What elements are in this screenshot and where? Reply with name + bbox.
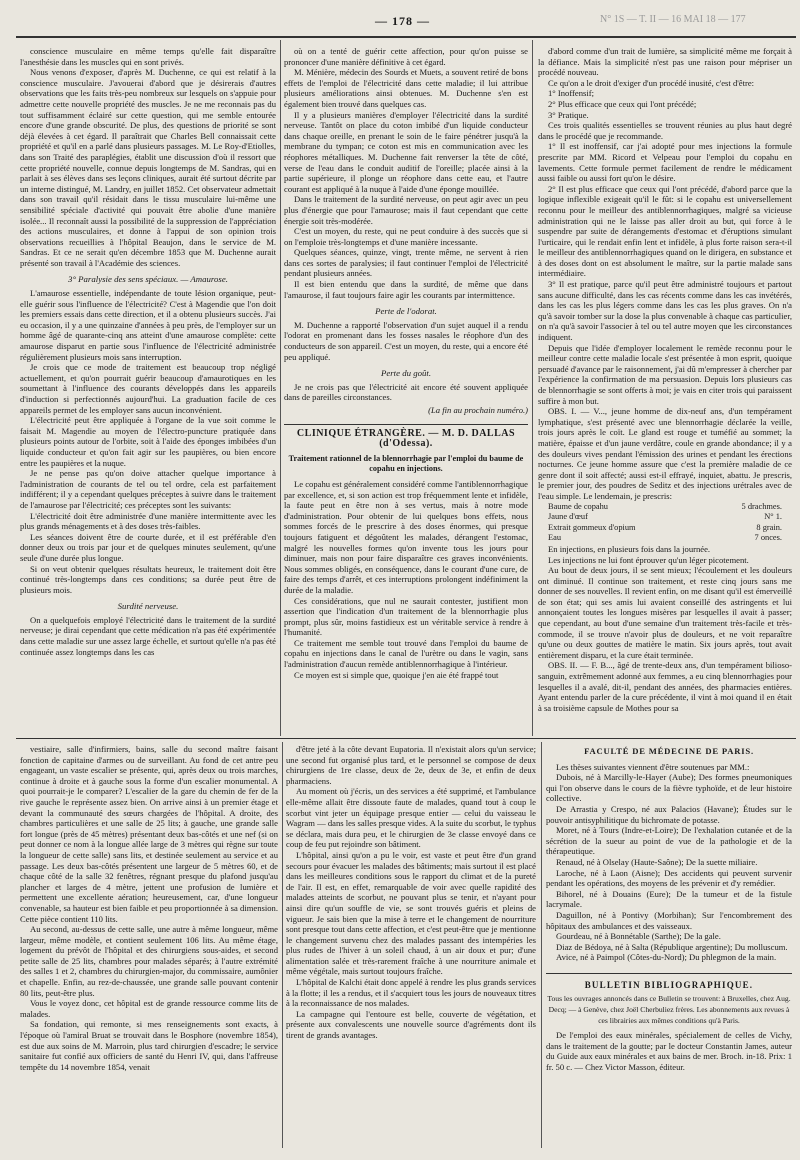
list-item: 3° Pratique. bbox=[548, 109, 589, 120]
bulletin-note: Tous les ouvrages annoncés dans ce Bulletin se trouvent: à Bruxelles, chez Aug. Decq; — à Genève, chez Joël Cherbuliez frères. Les abonnements aux revues à ces librairies aux mêmes conditions qu'à Paris. bbox=[547, 994, 791, 1025]
paragraph: Je crois que ce mode de traitement est beaucoup trop négligé actuellement, et qu'on pourrait guérir beaucoup d'amaurotiques en les soumettant à l'influence des courants développés dans les appareils d'induction si perfectionnés aujourd'hui. La graduation facile de ces appareils permet de les employer sans aucun inconvénient. bbox=[20, 362, 276, 415]
paragraph: d'abord comme d'un trait de lumière, sa simplicité même me forçait à la défiance. Mais la simplicité n'est pas une raison pour mépriser un procédé nouveau. bbox=[538, 46, 792, 78]
column-rule bbox=[282, 742, 283, 1148]
paragraph: Depuis que l'idée d'employer localement le remède reconnu pour le meilleur contre cette maladie locale s'est présentée à mon esprit, quoique persuadé d'avance par le raisonnement, j'ai dû m'empresser à chercher par l'expérience la confirmation de ma persuasion. Depuis lors plusieurs cas de blennorrhagie se sont offerts à moi; je vais en citer trois qui paraissent suffire à mon but. bbox=[538, 342, 792, 406]
paragraph: En injections, en plusieurs fois dans la journée. bbox=[548, 543, 711, 554]
clinic-subtitle: Traitement rationnel de la blennorrhagie par l'emploi du baume de copahu en injections. bbox=[288, 453, 524, 474]
paragraph: d'être jeté à la côte devant Eupatoria. Il n'existait alors qu'un service; une second fut organisé plus tard, et le personnel se compose de deux chirurgiens de 1re classe, deux de 2e, deux de 3e, et enfin de deux pharmaciens. bbox=[286, 744, 536, 786]
clinic-title: CLINIQUE ÉTRANGÈRE. — M. D. DALLAS (d'Odessa). bbox=[284, 424, 528, 450]
list-item: 1° Inoffensif; bbox=[548, 88, 594, 99]
paragraph: OBS. I. — V..., jeune homme de dix-neuf ans, d'un tempérament lymphatique, s'est présenté avec une blennorrhagie déclarée la veille, trois jours après le coït. Le gland est rouge et tuméfié au sommet; la matière, épaisse et d'un jaune verdâtre, coule en grande abondance; il y a des douleurs vives pendant l'émission des urines et pendant les érections nocturnes. Ce jeune homme assure que c'est la première maladie de ce genre dont il soit affecté; aussi est-il effrayé, inquiet, abattu. Je prescris, le premier jour, des poudres de Seditz et des injections urétrales avec de l'eau simple. Le lendemain, je prescris: bbox=[538, 406, 792, 501]
paragraph: Il y a plusieurs manières d'employer l'électricité dans la surdité nerveuse. Tantôt on place du coton imbibé d'un liquide conducteur dans chaque oreille, en prenant le soin de le faire pénétrer jusqu'à la membrane du tympan; ce coton est mis en communication avec les réophores métalliques. M. Duchenne fait renverser la tête de côté, verse de l'eau dans le conduit auditif de l'oreille; placée ainsi à la partie supérieure, il plonge un réophore dans cette eau, et l'autre courant est appliqué à la nuque à l'aide d'une éponge mouillée. bbox=[284, 109, 528, 194]
thesis-entry: Dubois, né à Marcilly-le-Hayer (Aube); Des formes pneumoniques qui l'on observe dans le cours de la fièvre typhoïde, et de leur histoire collective. bbox=[546, 772, 792, 804]
paragraph: Les thèses suivantes viennent d'être soutenues par MM.: bbox=[556, 761, 750, 772]
paragraph: Nous venons d'exposer, d'après M. Duchenne, ce qui est relatif à la conscience musculaire. J'avouerai d'abord que je désirerais d'autres observations que les faits très-peu nombreux sur lesquels on s'appuie pour admettre cette nouvelle propriété des muscles. Je ne me reconnais pas du tout suffisamment éclairé sur cette question, qui me semble entourée encore d'une grande obscurité. De plus, des questions de priorité se sont déjà élevées à cet égard. Il paraîtrait que Charles Bell connaissait cette propriété et qu'il en a parlé dans plusieurs passages. M. Le Roy-d'Etiolles, dans son Traité des paraplégies, établit une discussion d'où il ressort que cette propriété nouvelle, connue depuis longtemps de M. Sandras, qui en parlait à ses élèves dans ses leçons cliniques, aurait été surtout décrite par un interne distingué, M. Landry, en juillet 1852. Cet observateur admettait dans son travail qu'il résidait dans le tissu musculaire lui-même une sensibilité spéciale d'activité qui pouvait être abolie d'une manière isolée... Il reconnaît aussi la possibilité de la suppression de l'appréciation des actions musculaires, et donne à l'appui de son opinion trois observations recueillies à l'hôpital Beaujon, dans le service de M. Sandras. Et ce ne serait qu'en décembre 1853 que M. Duchenne aurait présenté son travail à l'Académie des sciences. bbox=[20, 67, 276, 268]
column-rule bbox=[532, 40, 533, 736]
faculty-heading: FACULTÉ DE MÉDECINE DE PARIS. bbox=[584, 746, 754, 756]
bottom-column-3 bbox=[546, 744, 792, 1144]
paragraph: Quelques séances, quinze, vingt, trente même, ne servent à rien dans ces sortes de paralysies; il faut continuer l'emploi de l'électricité pendant plusieurs années. bbox=[284, 247, 528, 279]
paragraph: 3° Il est pratique, parce qu'il peut être administré toujours et partout sans aucune difficulté, dans les cas récents comme dans les cas invétérés, dans les cas les plus légers comme dans les cas les plus graves. On n'a qu'à savoir tomber sur la dose la plus convenable à chaque cas particulier, on n'a qu'à savoir l'associer à tel ou tel autre moyen que les circonstances indiquent. bbox=[538, 279, 792, 343]
thesis-entry: Daguillon, né à Pontivy (Morbihan); Sur l'encombrement des hôpitaux des ambulances et des vaisseaux. bbox=[546, 909, 792, 931]
paragraph: Au second, au-dessus de cette salle, une autre à même longueur, même largeur, même modèle, et contient seulement 106 lits. Au même étage, logement du prévôt de l'hôpital et des chirurgiens sous-aides, et second petite salle de 25 lits, chambres pour malades séparés; à l'autre extrémité des salles 1 et 2, chambres du chirurgien-major, du commissaire, aumônier et chapelle. Enfin, au rez-de-chaussée, une grande salle pouvant contenir 80 lits, peut-être plus. bbox=[20, 924, 278, 998]
section-heading: Surdité nerveuse. bbox=[117, 601, 179, 612]
paragraph: Au moment où j'écris, un des services a été supprimé, et l'ambulance elle-même allait être dissoute faute de malades, quand tout à coup le scorbut vint jeter un équipage presque entier — celui du vaisseau le Wagram — dans les salles presque vides. A la suite du scorbut, le typhus se déclara, mais dura peu, et le chirurgien de 3e classe envoyé dans ce coup de feu put rejoindre son bâtiment. bbox=[286, 786, 536, 850]
paragraph: Au bout de deux jours, il se sent mieux; l'écoulement et les douleurs ont diminué. Il continue son traitement, et reste cinq jours sans me donner de ses nouvelles. Il revient enfin, on me disant qu'il est émerveillé de son état; qui ses amis lui avaient conseillé des astringents et lui annonçaient toutes les longues misères par lesquelles il avait à passer; que cependant, au bout d'une semaine d'un traitement très-facile et très-commode, il se trouve n'avoir plus de douleurs, et ne voit reparaître qu'une ou deux gouttes de matière le matin. Six jours après, tout avait entièrement disparu, et la cure était terminée. bbox=[538, 565, 792, 660]
paragraph: Dans le traitement de la surdité nerveuse, on peut agir avec un peu plus d'énergie que pour l'amaurose; mais il faut cependant que cette énergie soit très-modérée. bbox=[284, 194, 528, 226]
list-item: 2° Plus efficace que ceux qui l'ont précédé; bbox=[548, 98, 697, 109]
paragraph: L'hôpital, ainsi qu'on a pu le voir, est vaste et peut être d'un grand secours pour évacuer les malades des bâtiments; mais surtout il est placé dans les meilleures conditions sous le rapport du climat et de la pureté de l'air. Il est, en effet, remarquable de voir avec quelle rapidité des malades atteints de scorbut, ne pouvant plus se tenir, et n'ayant pour ainsi dire qu'un souffle de vie, se sont trouvés guéris et pleins de vigueur. Je sais bien que la mise à terre et le changement de nourriture sont presque tout dans cette affection, et c'est peut-être que je mentionne le changement survenu chez des malades passant des intempéries les plus rudes de l'hiver à un soleil chaud, à un air doux et pur; d'une alimentation salée et très-rarement fraîche à une nourriture animale et même végétale, mais surtout toujours fraîche. bbox=[286, 849, 536, 977]
top-column-3 bbox=[538, 46, 792, 732]
column-rule bbox=[280, 40, 281, 736]
thesis-entry: Avice, né à Paimpol (Côtes-du-Nord); Du phlegmon de la main. bbox=[556, 952, 777, 963]
bottom-column-2 bbox=[286, 744, 536, 1144]
top-column-2 bbox=[284, 46, 528, 732]
prescription-line: Eau 7 onces. bbox=[548, 533, 782, 543]
section-rule bbox=[16, 738, 796, 739]
paragraph: Ces considérations, que nul ne saurait contester, justifient mon assertion que l'indication d'un traitement de la blennorrhagie plus prompt, plus sûr, moins fastidieux est un véritable service à rendre à l'humanité. bbox=[284, 595, 528, 638]
paragraph: conscience musculaire en même temps qu'elle fait disparaître l'anesthésie dans les muscles qui en sont privés. bbox=[20, 46, 276, 67]
paragraph: Sa fondation, qui remonte, si mes renseignements sont exacts, à l'époque où l'amiral Bruat se trouvait dans le Bosphore (novembre 1854), est due aux soins de M. Marroin, plus tard chirurgien d'escadre; le service sanitaire fut confié aux officiers de santé du Henri IV, qui, dans l'affreuse tempête du 14 novembre 1854, venait bbox=[20, 1019, 278, 1072]
paragraph: L'hôpital de Kalchi était donc appelé à rendre les plus grands services à la flotte; il les a rendus, et il s'acquiert tous les jours de nouveaux titres à la reconnaissance de nos malades. bbox=[286, 977, 536, 1009]
paragraph: Je ne crois pas que l'électricité ait encore été souvent appliquée dans de pareilles circonstances. bbox=[284, 381, 528, 403]
bottom-column-1 bbox=[20, 744, 278, 1144]
paragraph: Ce qu'on a le droit d'exiger d'un procédé inusité, c'est d'être: bbox=[548, 77, 755, 88]
paragraph: Le copahu est généralement considéré comme l'antiblennorrhagique par excellence, et, si son action est trop fréquemment lente et infidèle, la faute peut en être non à ses vertus, mais à notre mode d'administration. Pour obtenir de lui quelques bons effets, nous sommes forcés de le prescrire à des doses énormes, qui presque toujours fatiguent et dégoûtent les malades, dérangent l'estomac, malgré les nouvelles formes qu'on invente tous les jours pour diminuer, mais non pour faire disparaître ces graves inconvénients. Nous sommes obligés, en conséquence, dans le courant d'une cure, de faire des temps d'arrêt, et ces interruptions prolongent indéfiniment la durée de la maladie. bbox=[284, 478, 528, 595]
paragraph: où on a tenté de guérir cette affection, pour qu'on puisse se prononcer d'une manière définitive à cet égard. bbox=[284, 46, 528, 67]
prescription-line: Baume de copahu 5 drachmes. bbox=[548, 501, 782, 511]
paragraph: Je ne pense pas qu'on doive attacher quelque importance à l'administration de courants de tel ou tel ordre, cela est parfaitement indifférent; il y a cependant quelques préceptes à suivre dans le traitement de l'amaurose par l'électricité; ces préceptes sont les suivants: bbox=[20, 468, 276, 510]
paragraph: vestiaire, salle d'infirmiers, bains, salle du second maître faisant fonction de capitaine d'armes ou de surveillant. Au fond de cet antre peu engageant, un vaste escalier se présente, qui, après deux ou trois marches, continue à droite et à gauche sous la forme d'un escalier monumental. A quoi pourrait-je le comparer? L'escalier de la gare du chemin de fer de la rive gauche le représente assez bien. On arrive ainsi à un premier étage et devant la communauté des sœurs chargées de l'hôpital. A droite, des chambres particulières et une salle de 25 lits; à gauche, une grande salle fort longue (près de 45 mètres) présentant deux bas-côtés et une nef (si on peut donner ce nom à la longue allée large de 3 mètres qui règne sur toute la longueur de cette salle) sans lits, et destinée seulement au service et au passage. Les deux bas-côtés présentent une largeur de 5 mètres 60, et de chaque côté de la salle 32 fenêtres, régnant presque du plafond jusqu'au plancher et larges de 4 mètre, jettent une profusion de lumière et permettent une excellente aération; heureusement, car, d'une longueur convenable, sa hauteur est bien faible et peu proportionnée à sa dimension. Cette pièce contient 110 lits. bbox=[20, 744, 278, 924]
paragraph: M. Duchenne a rapporté l'observation d'un sujet auquel il a rendu l'odorat en promenant dans les fosses nasales le réophore d'un des conducteurs de son appareil. C'est un moyen, du reste, qui a encore été peu appliqué. bbox=[284, 319, 528, 362]
page-number: — 178 — bbox=[375, 14, 430, 28]
thesis-entry: Laroche, né à Laon (Aisne); Des accidents qui peuvent survenir pendant les opérations, des moyens de les prévenir et d'y remédier. bbox=[546, 867, 792, 889]
paragraph: 2° Il est plus efficace que ceux qui l'ont précédé, d'abord parce que la logique inflexible exigeait qu'il le fût: si le copahu est universellement reconnu pour le meilleur des antiblennorrhagiques, malgré sa vicieuse administration qui ne le laisse pas aller droit au but, qui force à le suspendre par suite de dérangements d'estomac et d'éruptions simulant l'urticaire, qui le rendait enfin lent et infidèle, à plus forte raison sera-t-il le meilleur des antiblennorrhagiques quand on le dirigera, en substance et à des doses dont on est absolument le maître, sur la partie malade sans intermédiaire. bbox=[538, 183, 792, 279]
paragraph: Ce moyen est si simple que, quoique j'en aie été frappé tout bbox=[294, 669, 499, 680]
paragraph: L'amaurose essentielle, indépendante de toute lésion organique, peut-elle guérir sous l'influence de l'électricité? C'est à Magendie que l'on doit les premiers essais dans cette direction, et il a obtenu plusieurs succès. J'ai eu occasion, il y a une quinzaine d'années à peu près, de l'employer sur un homme âgé de quarante-cinq ans atteint d'une amaurose complète: cette amaurose disparut en partie sous l'influence de l'électricité administrée régulièrement plusieurs mois sans interruption. bbox=[20, 288, 276, 362]
paragraph: Ce traitement me semble tout trouvé dans l'emploi du baume de copahu en injections dans le canal de l'urètre ou dans le vagin, sans l'administration d'aucun remède antiblennorrhagique à l'intérieur. bbox=[284, 637, 528, 670]
column-rule bbox=[541, 742, 542, 1148]
paragraph: Les injections ne lui font éprouver qu'un léger picotement. bbox=[548, 554, 749, 565]
prescription-line: Extrait gommeux d'opium 8 grain. bbox=[548, 522, 782, 532]
thesis-entry: De Arrastia y Crespo, né aux Palacios (Havane); Études sur le pouvoir antisyphilitique du bichromate de potasse. bbox=[546, 803, 792, 825]
thesis-entry: Gourdeau, né à Bonnétable (Sarthe); De la gale. bbox=[556, 931, 721, 942]
thesis-entry: Renaud, né à Olselay (Haute-Saône); De la suette miliaire. bbox=[556, 856, 758, 867]
paragraph: Si on veut obtenir quelques résultats heureux, le traitement doit être continué très-longtemps dans ces conditions; sa durée peut être de plusieurs mois. bbox=[20, 563, 276, 595]
paragraph: La campagne qui l'entoure est belle, couverte de végétation, et présente aux convalescents une nouvelle source d'agréments dont ils tirent de grands avantages. bbox=[286, 1008, 536, 1041]
thesis-entry: Bihorel, né à Douains (Eure); De la tumeur et de la fistule lacrymale. bbox=[546, 888, 792, 910]
continuation-note: (La fin au prochain numéro.) bbox=[428, 405, 528, 415]
section-heading: Perte du goût. bbox=[380, 368, 432, 379]
paragraph: C'est un moyen, du reste, qui ne peut conduire à des succès que si on l'emploie très-longtemps et d'une manière incessante. bbox=[284, 226, 528, 247]
paragraph: On a quelquefois employé l'électricité dans le traitement de la surdité nerveuse; je dirai cependant que cette médication n'a pas été expérimentée dans cette maladie sur une assez large échelle, et surtout qu'elle n'a pas été continuée assez longtemps dans les cas bbox=[20, 614, 276, 657]
paragraph: M. Ménière, médecin des Sourds et Muets, a souvent retiré de bons effets de l'emploi de l'électricité dans cette maladie; il lui attribue plusieurs améliorations ainsi obtenues. M. Duchenne s'en est également bien trouvé dans quelques cas. bbox=[284, 67, 528, 109]
section-heading: Perte de l'odorat. bbox=[375, 306, 437, 317]
bleed-through-text: N° 1S — T. II — 16 MAI 18 — 177 bbox=[600, 14, 746, 25]
paragraph: Il est bien entendu que dans la surdité, de même que dans l'amaurose, il faut toujours faire agir les courants par intermittence. bbox=[284, 279, 528, 300]
header-rule bbox=[16, 36, 796, 38]
page-header bbox=[0, 14, 800, 32]
section-heading: 3° Paralysie des sens spéciaux. — Amaurose. bbox=[68, 274, 228, 285]
prescription-line: Jaune d'œuf N° 1. bbox=[548, 512, 782, 522]
top-column-1 bbox=[20, 46, 276, 732]
paragraph: Ces trois qualités essentielles se trouvent réunies au plus haut degré dans le procédé que je recommande. bbox=[538, 120, 792, 141]
paragraph: L'électricité peut être appliquée à l'organe de la vue soit comme le faisait M. Magendie au moyen de l'électro-puncture pratiquée dans plusieurs points autour de l'orbite, soit à l'aide des éponges imbibées d'un liquide conducteur et qu'on fait agir sur les paupières, ou bien encore entre les paupières et la nuque. bbox=[20, 415, 276, 468]
thesis-entry: Diaz de Bédoya, né à Salta (République argentine); Du molluscum. bbox=[556, 941, 788, 952]
bulletin-heading: BULLETIN BIBLIOGRAPHIQUE. bbox=[546, 973, 792, 991]
paragraph: OBS. II. — F. B..., âgé de trente-deux ans, d'un tempérament bilioso-sanguin, extrêmement adonné aux femmes, a eu cinq blennorrhagies pour lesquelles il a avalé, dit-il, pendant des années, des pharmacies entières. Ayant entendu parler de la cure précédente, il vint à moi quand il en était à sa troisième capsule de Mothes pour sa bbox=[538, 660, 792, 713]
thesis-entry: Moret, né à Tours (Indre-et-Loire); De l'exhalation cutanée et de la sécrétion de la sueur au point de vue de la pathologie et de la thérapeutique. bbox=[546, 825, 792, 857]
paragraph: De l'emploi des eaux minérales, spécialement de celles de Vichy, dans le traitement de la goutte; par le docteur Constantin James, auteur du Guide aux eaux minérales et aux bains de mer. Broch. in-18. Prix: 1 fr. 50 c. — Chez Victor Masson, éditeur. bbox=[546, 1030, 792, 1073]
prescription bbox=[538, 502, 792, 544]
paragraph: Vous le voyez donc, cet hôpital est de grande ressource comme lits de malades. bbox=[20, 998, 278, 1019]
paragraph: 1° Il est inoffensif, car j'ai adopté pour mes injections la formule prescrite par MM. Ricord et Velpeau pour l'emploi du copahu en lavements. Cette formule permet facilement de rendre le médicament aussi faible ou aussi fort qu'on le désire. bbox=[538, 141, 792, 184]
paragraph: Les séances doivent être de courte durée, et il est préférable d'en donner deux ou trois par jour et de quelques minutes seulement, qu'une seule d'une durée plus longue. bbox=[20, 531, 276, 563]
paragraph: L'électricité doit être administrée d'une manière intermittente avec les plus grands ménagements et à des doses très-faibles. bbox=[20, 510, 276, 532]
